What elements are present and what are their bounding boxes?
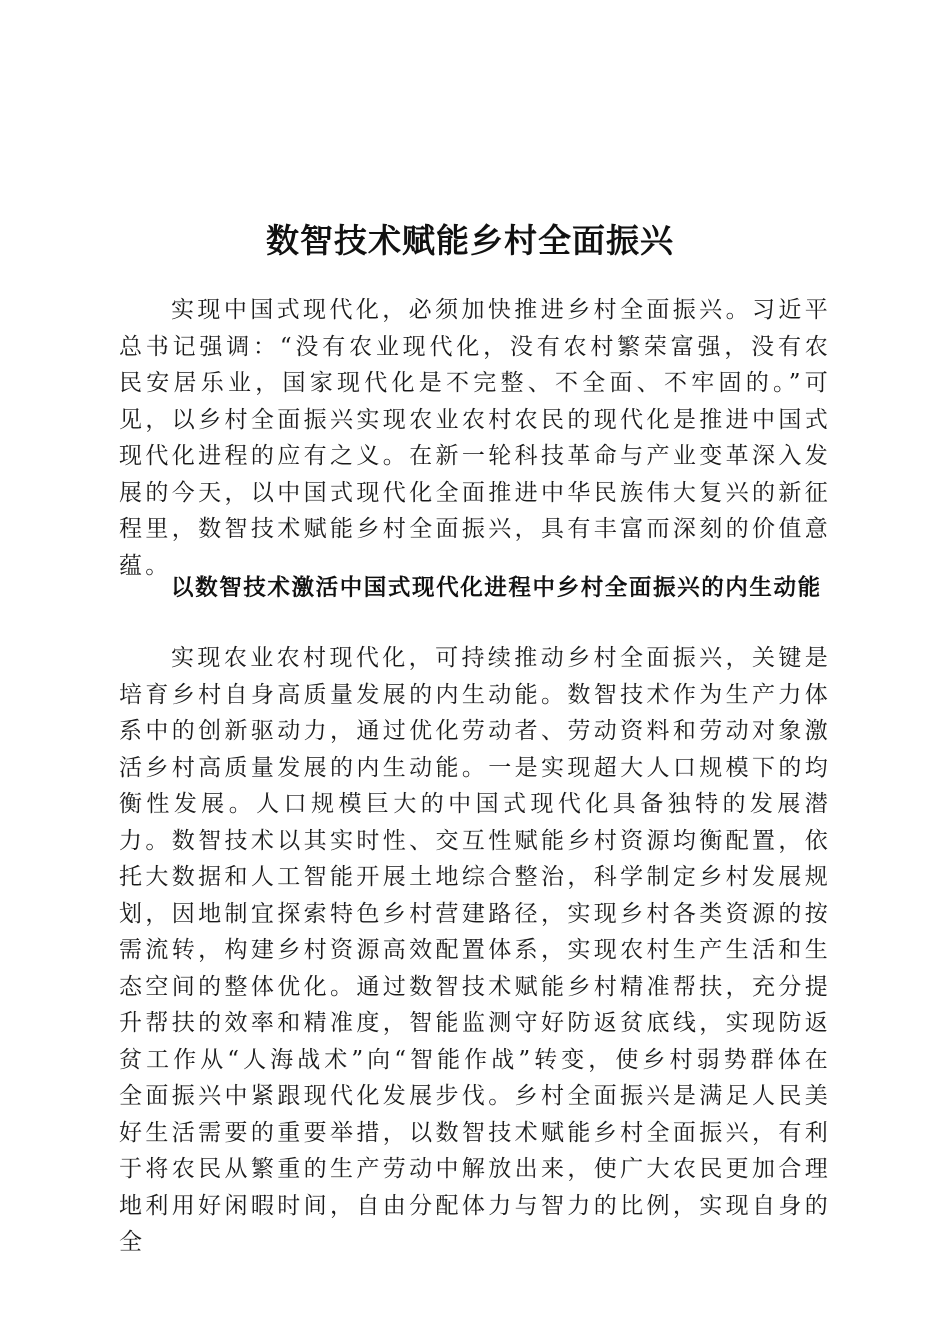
page-title: 数智技术赋能乡村全面振兴 — [266, 221, 674, 261]
section-paragraph: 实现农业农村现代化，可持续推动乡村全面振兴，关键是培育乡村自身高质量发展的内生动能。数智技术作为生产力体系中的创新驱动力，通过优化劳动者、劳动资料和劳动对象激活乡村高质量发展的内生动能。一是实现超大人口规模下的均衡性发展。人口规模巨大的中国式现代化具备独特的发展潜力。数智技术以其实时性、交互性赋能乡村资源均衡配置，依托大数据和人工智能开展土地综合整治，科学制定乡村发展规划，因地制宜探索特色乡村营建路径，实现乡村各类资源的按需流转，构建乡村资源高效配置体系，实现农村生产生活和生态空间的整体优化。通过数智技术赋能乡村精准帮扶，充分提升帮扶的效率和精准度，智能监测守好防返贫底线，实现防返贫工作从“人海战术”向“智能作战”转变，使乡村弱势群体在全面振兴中紧跟现代化发展步伐。乡村全面振兴是满足人民美好生活需要的重要举措，以数智技术赋能乡村全面振兴，有利于将农民从繁重的生产劳动中解放出来，使广大农民更加合理地利用好闲暇时间，自由分配体力与智力的比例，实现自身的全 — [119, 645, 831, 1255]
section-heading: 以数智技术激活中国式现代化进程中乡村全面振兴的内生动能 — [171, 575, 822, 601]
intro-paragraph: 实现中国式现代化，必须加快推进乡村全面振兴。习近平总书记强调：“没有农业现代化，没有农村繁荣富强，没有农民安居乐业，国家现代化是不完整、不全面、不牢固的。”可见，以乡村全面振兴实现农业农村农民的现代化是推进中国式现代化进程的应有之义。在新一轮科技革命与产业变革深入发展的今天，以中国式现代化全面推进中华民族伟大复兴的新征程里，数智技术赋能乡村全面振兴，具有丰富而深刻的价值意蕴。 — [119, 297, 831, 579]
